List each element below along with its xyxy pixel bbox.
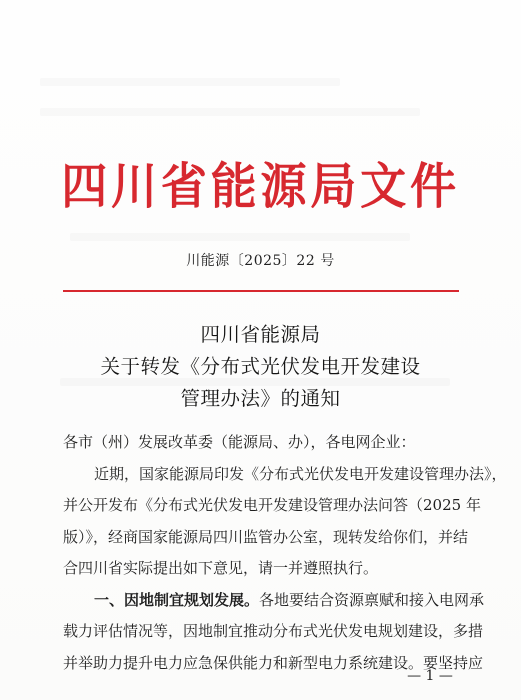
show-through-mark: [40, 108, 420, 116]
page-number: — 1 —: [407, 668, 453, 684]
show-through-mark: [70, 233, 410, 241]
section-heading: 一、因地制宜规划发展。: [94, 590, 260, 609]
notice-title: [0, 319, 521, 415]
red-divider-line: [63, 290, 459, 292]
section-first-line: [63, 585, 485, 617]
paragraph-line: 合四川省实际提出如下意见，请一并遵照执行。: [63, 559, 379, 577]
paragraph-line: 近期，国家能源局印发《分布式光伏发电开发建设管理办法》，: [94, 464, 507, 483]
addressee-line: 各市（州）发展改革委（能源局、办），各电网企业：: [63, 433, 416, 451]
paragraph-line: 版）》，经商国家能源局四川监管办公室，现转发给你们，并结: [63, 527, 469, 546]
notice-body: [63, 427, 507, 679]
document-number: 川能源〔2025〕22 号: [186, 253, 335, 269]
paragraph-line: 并公开发布《分布式光伏发电开发建设管理办法问答（2025 年: [63, 496, 481, 514]
section-text: 各地要结合资源禀赋和接入电网承: [259, 590, 485, 609]
paragraph-line: 载力评估情况等，因地制宜推动分布式光伏发电规划建设，多措: [63, 622, 484, 640]
notice-title-line: 四川省能源局: [200, 323, 321, 346]
notice-title-line: 管理办法》的通知: [180, 387, 341, 410]
paragraph-line: 并举助力提升电力应急保供能力和新型电力系统建设。要坚持应: [63, 653, 484, 672]
document-header-title: 四川省能源局文件: [61, 158, 460, 215]
notice-title-line: 关于转发《分布式光伏发电开发建设: [100, 355, 421, 378]
show-through-mark: [40, 78, 340, 86]
